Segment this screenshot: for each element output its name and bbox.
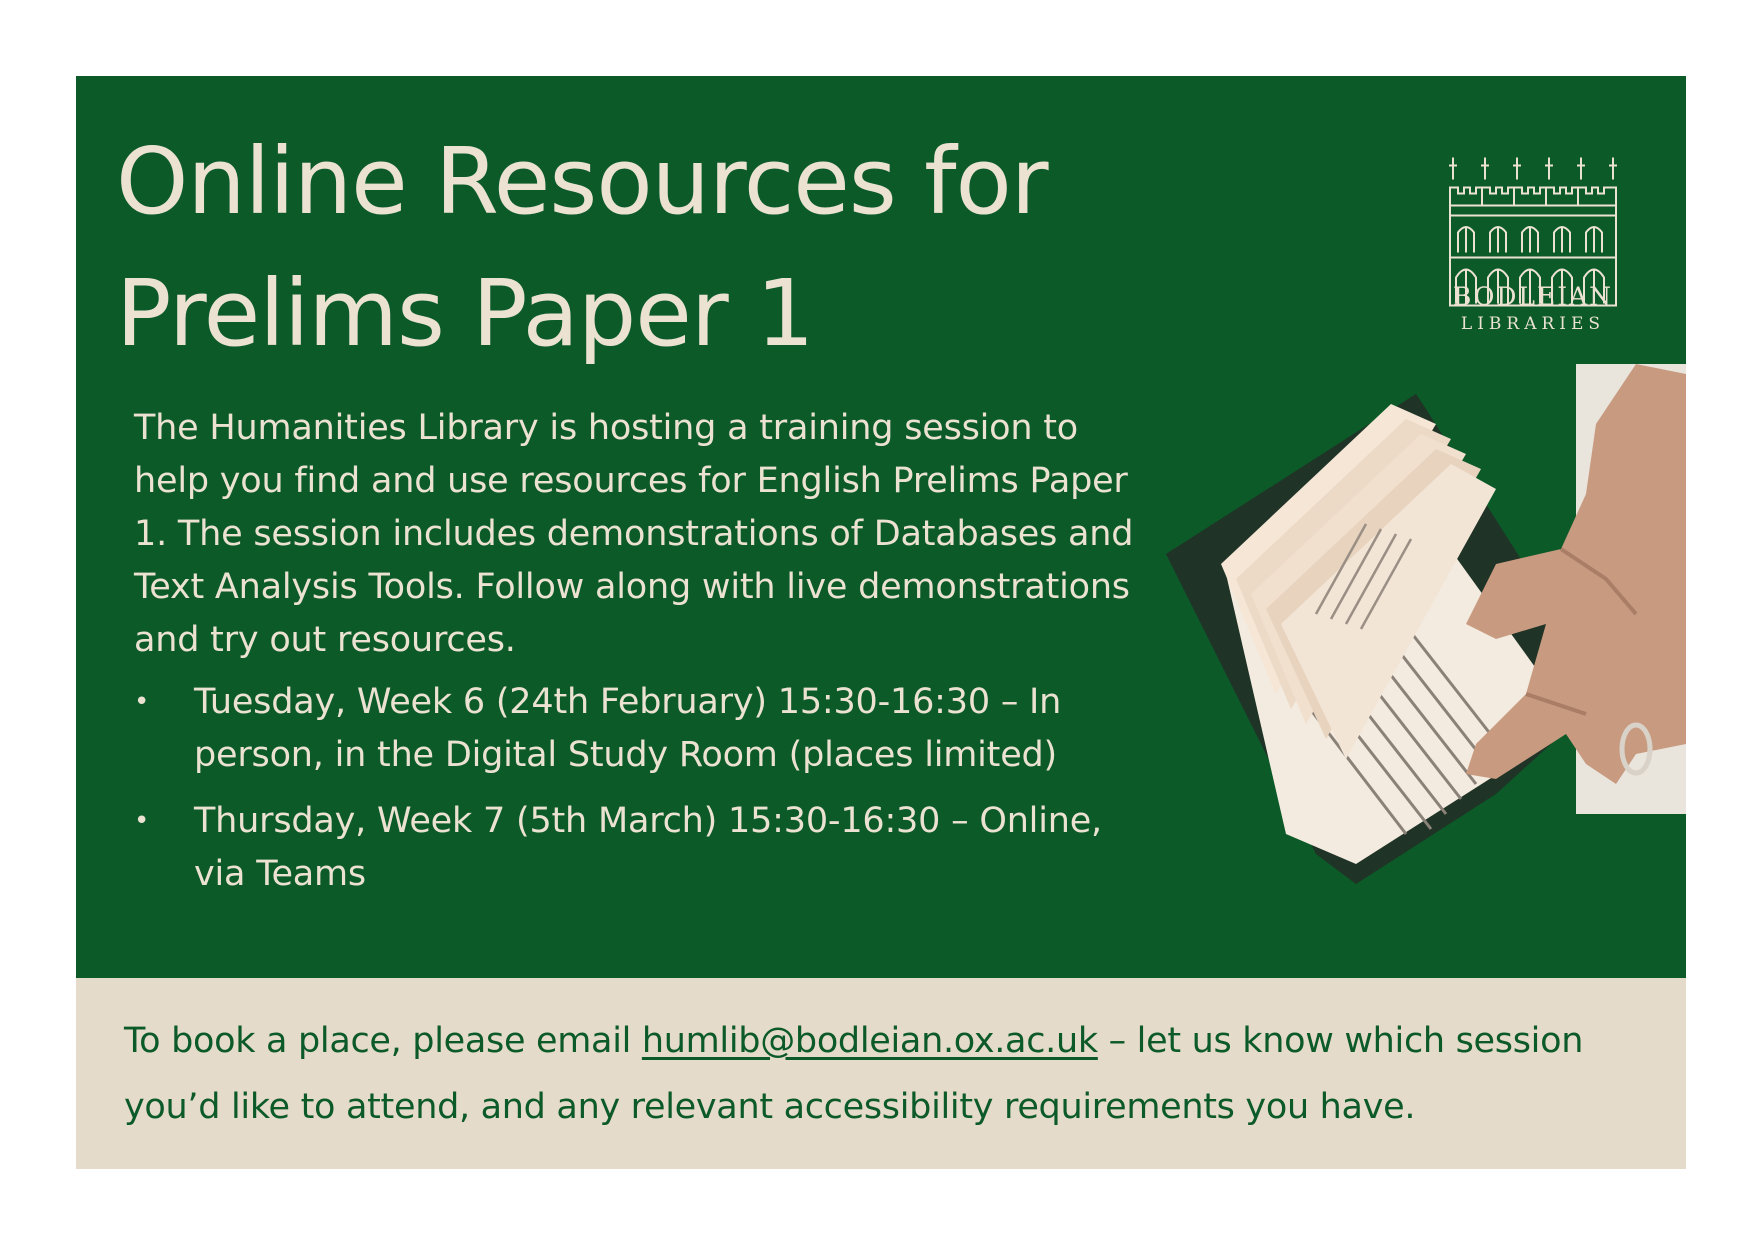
- green-panel: [76, 76, 1686, 978]
- title-line-2: Prelims Paper 1: [116, 260, 814, 367]
- email-link[interactable]: humlib@bodleian.ox.ac.uk: [641, 1021, 1098, 1061]
- booking-text-suffix: – let us know which session you’d like to attend, and any relevant accessibility requirements you have.: [124, 1021, 1584, 1127]
- poster: [76, 76, 1686, 1169]
- booking-footer: [76, 978, 1686, 1169]
- intro-paragraph: The Humanities Library is hosting a training session to help you find and use resources for English Prelims Paper 1. The session includes demonstrations of Databases and Text Analysis Tools. Follow along with live demonstrations and try out resources.: [134, 408, 1134, 660]
- bullet-icon: •: [134, 687, 150, 717]
- open-book-hand-icon: [1166, 364, 1686, 964]
- title-line-1: Online Resources for: [116, 128, 1048, 235]
- session-text: Tuesday, Week 6 (24th February) 15:30-16:30 – In person, in the Digital Study Room (places limited): [194, 682, 1062, 775]
- logo-text-bodleian: BODLEIAN: [1452, 282, 1614, 311]
- booking-text-prefix: To book a place, please email: [124, 1021, 642, 1061]
- session-text: Thursday, Week 7 (5th March) 15:30-16:30 – Online, via Teams: [194, 801, 1102, 894]
- session-item: [134, 676, 1144, 782]
- bullet-icon: •: [134, 806, 150, 836]
- session-list: [134, 676, 1144, 914]
- booking-instructions: [124, 1008, 1664, 1140]
- page-title: [116, 116, 1216, 380]
- session-item: [134, 795, 1144, 901]
- logo-text-libraries: LIBRARIES: [1460, 314, 1606, 334]
- bodleian-building-icon: [1448, 120, 1618, 345]
